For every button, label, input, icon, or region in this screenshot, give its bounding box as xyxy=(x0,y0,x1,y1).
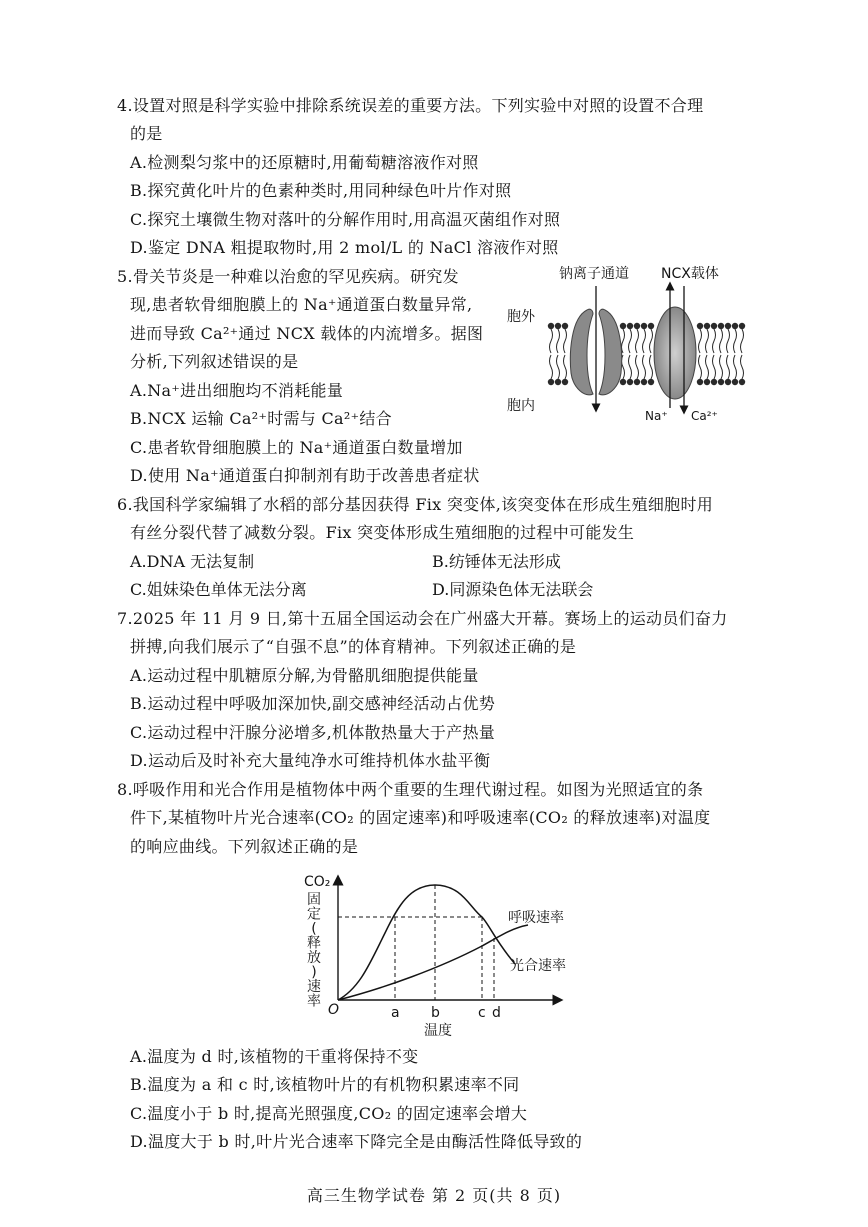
channel-protein-left xyxy=(570,309,593,395)
q8-stem-line1: 8.呼吸作用和光合作用是植物体中两个重要的生理代谢过程。如图为光照适宜的条 xyxy=(117,780,704,799)
lipid-head xyxy=(634,379,640,385)
y-axis-label-char: 速 xyxy=(307,979,321,995)
q4-stem-line1: 4.设置对照是科学实验中排除系统误差的重要方法。下列实验中对照的设置不合理 xyxy=(117,96,704,115)
lipid-head xyxy=(697,323,703,329)
lipid-head xyxy=(627,323,633,329)
q8-stem-line2: 件下,某植物叶片光合速率(CO₂ 的固定速率)和呼吸速率(CO₂ 的释放速率)对温度 xyxy=(130,808,711,827)
lipid-head xyxy=(711,323,717,329)
lipid-head xyxy=(562,379,568,385)
lipid-head xyxy=(704,379,710,385)
lipid-head xyxy=(641,379,647,385)
q6-option-d: D.同源染色体无法联会 xyxy=(432,580,594,599)
q5-stem-line3: 进而导致 Ca²⁺通过 NCX 载体的内流增多。据图 xyxy=(130,324,484,343)
y-axis-label-char: 定 xyxy=(307,906,321,923)
lipid-tail xyxy=(713,329,716,379)
lipid-head xyxy=(732,379,738,385)
q5-option-a: A.Na⁺进出细胞均不消耗能量 xyxy=(130,381,344,400)
channel-label: 钠离子通道 xyxy=(559,266,629,282)
x-tick-d: d xyxy=(492,1005,501,1021)
bilayer-left xyxy=(548,323,568,385)
lipid-tail xyxy=(727,329,730,379)
lipid-tail xyxy=(706,329,709,379)
q8-option-b: B.温度为 a 和 c 时,该植物叶片的有机物积累速率不同 xyxy=(130,1075,520,1094)
x-tick-a: a xyxy=(391,1005,400,1021)
x-axis-label: 温度 xyxy=(424,1023,452,1039)
lipid-head xyxy=(711,379,717,385)
lipid-head xyxy=(548,323,554,329)
rate-curve-figure xyxy=(290,868,600,1043)
q4-option-a: A.检测梨匀浆中的还原糖时,用葡萄糖溶液作对照 xyxy=(130,153,479,172)
x-tick-b: b xyxy=(431,1005,440,1021)
inside-label: 胞内 xyxy=(507,398,535,414)
lipid-tail xyxy=(734,329,737,379)
q7-option-b: B.运动过程中呼吸加深加快,副交感神经活动占优势 xyxy=(130,694,496,713)
q8-option-a: A.温度为 d 时,该植物的干重将保持不变 xyxy=(130,1047,419,1066)
channel-protein-right xyxy=(599,309,622,395)
lipid-head xyxy=(620,379,626,385)
y-axis-label-char: 固 xyxy=(307,892,321,908)
membrane-transport-figure xyxy=(505,258,755,433)
ncx-carrier-protein xyxy=(654,307,696,399)
lipid-head xyxy=(627,379,633,385)
lipid-head xyxy=(739,323,745,329)
q7-option-a: A.运动过程中肌糖原分解,为骨骼肌细胞提供能量 xyxy=(130,666,479,685)
y-axis-label-char: ( xyxy=(311,921,317,937)
lipid-head xyxy=(620,323,626,329)
lipid-head xyxy=(648,323,654,329)
lipid-tail xyxy=(650,329,653,379)
curve-label-photosynthesis: 光合速率 xyxy=(510,958,566,974)
lipid-tail xyxy=(720,329,723,379)
q6-stem-line1: 6.我国科学家编辑了水稻的部分基因获得 Fix 突变体,该突变体在形成生殖细胞时用 xyxy=(117,495,714,514)
lipid-head xyxy=(739,379,745,385)
q6-stem-line2: 有丝分裂代替了减数分裂。Fix 突变体形成生殖细胞的过程中可能发生 xyxy=(130,523,635,542)
lipid-tail xyxy=(636,329,639,379)
lipid-tail xyxy=(699,329,702,379)
lipid-head xyxy=(725,379,731,385)
q5-option-d: D.使用 Na⁺通道蛋白抑制剂有助于改善患者症状 xyxy=(130,466,480,485)
lipid-tail xyxy=(557,329,560,379)
q7-option-d: D.运动后及时补充大量纯净水可维持机体水盐平衡 xyxy=(130,751,491,770)
bilayer-middle xyxy=(620,323,654,385)
lipid-tail xyxy=(643,329,646,379)
y-axis-label-vertical xyxy=(307,892,321,1010)
lipid-tail xyxy=(550,329,553,379)
lipid-head xyxy=(725,323,731,329)
q4-option-c: C.探究土壤微生物对落叶的分解作用时,用高温灭菌组作对照 xyxy=(130,210,561,229)
lipid-tail xyxy=(564,329,567,379)
na-label: Na⁺ xyxy=(645,409,668,423)
lipid-tail xyxy=(741,329,744,379)
bilayer-right xyxy=(697,323,745,385)
y-axis-label-top: CO₂ xyxy=(304,874,331,890)
x-tick-c: c xyxy=(478,1005,486,1021)
lipid-head xyxy=(641,323,647,329)
q4-option-b: B.探究黄化叶片的色素种类时,用同种绿色叶片作对照 xyxy=(130,181,512,200)
lipid-head xyxy=(704,323,710,329)
lipid-tail xyxy=(629,329,632,379)
lipid-head xyxy=(697,379,703,385)
y-axis-label-char: 率 xyxy=(307,993,321,1010)
q4-stem-line2: 的是 xyxy=(130,124,163,143)
q4-option-d: D.鉴定 DNA 粗提取物时,用 2 mol/L 的 NaCl 溶液作对照 xyxy=(130,238,559,257)
origin-label: O xyxy=(328,1002,340,1018)
q8-option-c: C.温度小于 b 时,提高光照强度,CO₂ 的固定速率会增大 xyxy=(130,1104,528,1123)
q5-stem-line2: 现,患者软骨细胞膜上的 Na⁺通道蛋白数量异常, xyxy=(130,295,473,314)
y-axis-label-char: ) xyxy=(311,964,317,981)
lipid-head xyxy=(648,379,654,385)
q8-option-d: D.温度大于 b 时,叶片光合速率下降完全是由酶活性降低导致的 xyxy=(130,1132,583,1151)
q6-option-c: C.姐妹染色单体无法分离 xyxy=(130,580,307,599)
q6-option-b: B.纺锤体无法形成 xyxy=(432,552,561,571)
lipid-head xyxy=(718,379,724,385)
lipid-head xyxy=(718,323,724,329)
lipid-head xyxy=(634,323,640,329)
q5-stem-line4: 分析,下列叙述错误的是 xyxy=(130,352,299,371)
q5-stem-line1: 5.骨关节炎是一种难以治愈的罕见疾病。研究发 xyxy=(117,267,459,286)
carrier-label: NCX载体 xyxy=(661,266,719,282)
q5-option-c: C.患者软骨细胞膜上的 Na⁺通道蛋白数量增加 xyxy=(130,438,463,457)
y-axis-label-char: 释 xyxy=(307,935,321,952)
y-axis-label-char: 放 xyxy=(307,950,321,966)
q8-stem-line3: 的响应曲线。下列叙述正确的是 xyxy=(130,837,359,856)
lipid-head xyxy=(555,379,561,385)
q7-option-c: C.运动过程中汗腺分泌增多,机体散热量大于产热量 xyxy=(130,723,496,742)
lipid-head xyxy=(555,323,561,329)
ca-label: Ca²⁺ xyxy=(691,409,718,423)
lipid-head xyxy=(732,323,738,329)
outside-label: 胞外 xyxy=(507,309,535,325)
q7-stem-line1: 7.2025 年 11 月 9 日,第十五届全国运动会在广州盛大开幕。赛场上的运动员们奋力 xyxy=(117,609,728,628)
lipid-head xyxy=(548,379,554,385)
q7-stem-line2: 拼搏,向我们展示了“自强不息”的体育精神。下列叙述正确的是 xyxy=(130,637,577,656)
q5-option-b: B.NCX 运输 Ca²⁺时需与 Ca²⁺结合 xyxy=(130,409,392,428)
lipid-head xyxy=(562,323,568,329)
page-footer: 高三生物学试卷 第 2 页(共 8 页) xyxy=(306,1186,562,1205)
q6-option-a: A.DNA 无法复制 xyxy=(130,552,255,571)
respiration-curve xyxy=(338,925,528,1000)
curve-label-respiration: 呼吸速率 xyxy=(508,910,564,926)
